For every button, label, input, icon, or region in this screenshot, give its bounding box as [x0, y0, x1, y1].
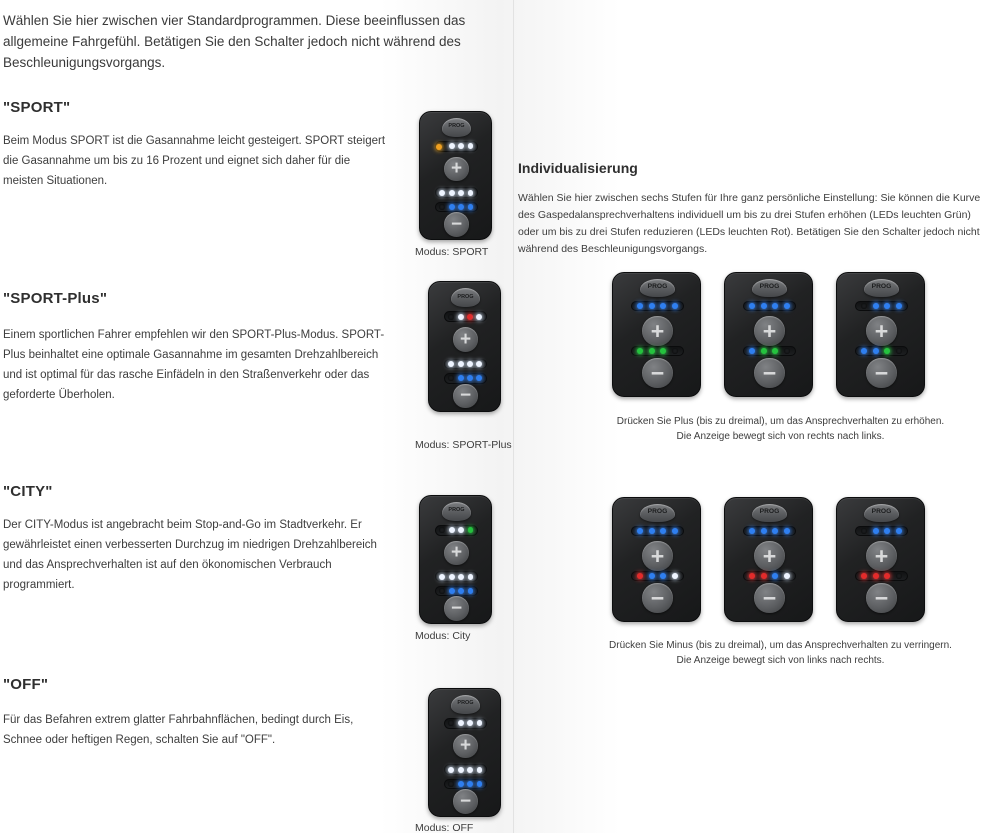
led-indicator	[896, 348, 902, 354]
plus-instruction-caption: Drücken Sie Plus (bis zu dreimal), um das Ansprechverhalten zu erhöhen. Die Anzeige bewegt sich von rechts nach links.	[616, 416, 945, 442]
led-indicator	[884, 573, 890, 579]
section-body-sport: Beim Modus SPORT ist die Gasannahme leicht gesteigert. SPORT steigert die Gasannahme um bis zu 16 Prozent und eignet sich daher für die meisten Situationen.	[3, 135, 386, 187]
section-body-city: Der CITY-Modus ist angebracht beim Stop-and-Go im Stadtverkehr. Er gewährleistet einen verbesserten Durchzug im niedrigen Drehzahlbereich und das Ansprechverhalten ist auf den ökonomischen Verbrauch programmiert.	[3, 519, 377, 591]
led-indicator	[637, 573, 643, 579]
minus-label: −	[762, 584, 777, 611]
led-indicator	[637, 348, 643, 354]
section-title-city: "CITY"	[3, 483, 53, 500]
led-indicator	[468, 190, 474, 196]
minus-device-1-minus-button[interactable]	[642, 583, 672, 613]
led-indicator	[448, 361, 454, 367]
section-title-off: "OFF"	[3, 676, 49, 693]
led-indicator	[660, 303, 666, 309]
device-2-led-row-bottom	[444, 373, 488, 384]
led-indicator	[439, 527, 445, 533]
led-indicator	[761, 528, 767, 534]
led-indicator	[649, 348, 655, 354]
plus-device-1-minus-button[interactable]	[642, 358, 672, 388]
led-indicator	[449, 204, 455, 210]
prog-label: PROG	[448, 123, 465, 130]
led-indicator	[896, 303, 902, 309]
plus-label: +	[650, 542, 665, 569]
individualisierung-title: Individualisierung	[518, 160, 638, 176]
plus-label: +	[874, 542, 889, 569]
led-indicator	[439, 574, 445, 580]
led-indicator	[660, 348, 666, 354]
device-face	[613, 273, 700, 396]
device-face	[429, 282, 500, 411]
led-indicator	[467, 361, 473, 367]
led-indicator	[449, 588, 455, 594]
plus-device-2-led-row-bottom	[743, 346, 796, 356]
led-indicator	[468, 204, 474, 210]
led-indicator	[672, 528, 678, 534]
device-3-minus-button[interactable]	[444, 596, 469, 621]
device-face	[429, 689, 500, 816]
led-indicator	[448, 314, 454, 320]
led-indicator	[458, 361, 464, 367]
plus-device-1-led-row-bottom	[631, 346, 684, 356]
led-indicator	[749, 303, 755, 309]
plus-device-3	[836, 272, 925, 397]
led-indicator	[772, 573, 778, 579]
device-1-minus-button[interactable]	[444, 212, 469, 237]
minus-label: −	[762, 359, 777, 386]
led-indicator	[449, 143, 455, 149]
prog-label: PROG	[457, 293, 474, 300]
led-indicator	[873, 303, 879, 309]
device-face	[420, 496, 491, 623]
led-indicator	[761, 303, 767, 309]
led-indicator	[439, 204, 445, 210]
device-1-orange-indicator	[436, 144, 442, 150]
device-4-led-row-bottom	[444, 779, 488, 790]
prog-label: PROG	[759, 283, 780, 291]
section-title-sport-plus: "SPORT-Plus"	[3, 290, 108, 307]
led-indicator	[476, 314, 482, 320]
led-indicator	[861, 573, 867, 579]
led-indicator	[458, 190, 464, 196]
minus-device-3-minus-button[interactable]	[866, 583, 896, 613]
minus-label: −	[874, 359, 889, 386]
led-indicator	[458, 574, 464, 580]
led-indicator	[784, 573, 790, 579]
device-1	[419, 111, 492, 240]
led-indicator	[458, 314, 464, 320]
minus-device-2-led-row-bottom	[743, 571, 796, 581]
led-indicator	[476, 375, 482, 381]
plus-label: +	[650, 317, 665, 344]
minus-label: −	[459, 385, 472, 407]
plus-device-3-plus-button[interactable]	[866, 316, 896, 346]
led-indicator	[477, 781, 483, 787]
led-indicator	[458, 767, 464, 773]
plus-label: +	[450, 158, 463, 180]
device-caption-sport: Modus: SPORT	[415, 246, 489, 258]
plus-device-2-minus-button[interactable]	[754, 358, 784, 388]
led-indicator	[477, 720, 483, 726]
device-2	[428, 281, 501, 412]
device-3-plus-button[interactable]	[444, 541, 469, 566]
plus-device-2-prog-button[interactable]	[752, 279, 788, 297]
minus-device-1	[612, 497, 701, 622]
minus-device-2-minus-button[interactable]	[754, 583, 784, 613]
led-indicator	[672, 573, 678, 579]
plus-label: +	[762, 317, 777, 344]
prog-label: PROG	[759, 508, 780, 516]
device-4-led-row-mid	[444, 764, 488, 775]
led-indicator	[458, 527, 464, 533]
led-indicator	[467, 314, 473, 320]
led-indicator	[749, 348, 755, 354]
device-caption-city: Modus: City	[415, 630, 471, 642]
led-indicator	[784, 348, 790, 354]
led-indicator	[439, 588, 445, 594]
led-indicator	[458, 588, 464, 594]
led-indicator	[458, 375, 464, 381]
led-indicator	[672, 303, 678, 309]
led-indicator	[873, 348, 879, 354]
led-indicator	[448, 720, 454, 726]
led-indicator	[861, 303, 867, 309]
device-4-minus-button[interactable]	[453, 789, 478, 814]
plus-device-1-plus-button[interactable]	[642, 316, 672, 346]
device-1-prog-button[interactable]	[442, 118, 471, 137]
led-indicator	[467, 375, 473, 381]
minus-label: −	[450, 213, 463, 235]
device-2-plus-button[interactable]	[453, 327, 478, 352]
minus-label: −	[459, 790, 472, 812]
prog-label: PROG	[871, 508, 892, 516]
minus-label: −	[874, 584, 889, 611]
led-indicator	[649, 303, 655, 309]
prog-label: PROG	[871, 283, 892, 291]
led-indicator	[448, 781, 454, 787]
device-4-prog-button[interactable]	[451, 695, 480, 714]
led-indicator	[467, 720, 473, 726]
plus-label: +	[459, 735, 472, 757]
plus-device-1	[612, 272, 701, 397]
section-title-sport: "SPORT"	[3, 99, 71, 116]
device-4-plus-button[interactable]	[453, 734, 478, 759]
led-indicator	[458, 204, 464, 210]
minus-device-3-led-row-top	[855, 526, 908, 536]
led-indicator	[784, 303, 790, 309]
minus-device-2-led-row-top	[743, 526, 796, 536]
device-1-led-row-bottom	[435, 202, 479, 213]
led-indicator	[467, 781, 473, 787]
section-body-sport-plus: Einem sportlichen Fahrer empfehlen wir den SPORT-Plus-Modus. SPORT-Plus beinhaltet eine optimale Gasannahme im gesamten Drehzahlbereich und ist optimal für das rasche Einfädeln in den Straßenverkehr oder das geforderte Überholen.	[3, 329, 385, 401]
led-indicator	[896, 528, 902, 534]
plus-device-3-led-row-bottom	[855, 346, 908, 356]
plus-device-2	[724, 272, 813, 397]
led-indicator	[772, 303, 778, 309]
device-4	[428, 688, 501, 817]
plus-device-2-plus-button[interactable]	[754, 316, 784, 346]
minus-instruction-caption: Drücken Sie Minus (bis zu dreimal), um das Ansprechverhalten zu verringern. Die Anzeige bewegt sich von links nach rechts.	[609, 640, 952, 666]
minus-device-1-led-row-bottom	[631, 571, 684, 581]
minus-device-1-plus-button[interactable]	[642, 541, 672, 571]
minus-label: −	[450, 597, 463, 619]
led-indicator	[476, 361, 482, 367]
plus-device-3-prog-button[interactable]	[864, 279, 900, 297]
device-4-led-row-top	[444, 718, 488, 729]
plus-device-1-prog-button[interactable]	[640, 279, 676, 297]
led-indicator	[458, 781, 464, 787]
led-indicator	[449, 527, 455, 533]
led-indicator	[637, 303, 643, 309]
device-face	[725, 273, 812, 396]
led-indicator	[439, 190, 445, 196]
device-3	[419, 495, 492, 624]
device-2-led-row-top	[444, 311, 488, 322]
led-indicator	[649, 573, 655, 579]
device-face	[837, 273, 924, 396]
led-indicator	[749, 528, 755, 534]
plus-device-2-led-row-top	[743, 301, 796, 311]
plus-label: +	[459, 329, 472, 351]
device-face	[613, 498, 700, 621]
led-indicator	[637, 528, 643, 534]
led-indicator	[861, 528, 867, 534]
led-indicator	[449, 190, 455, 196]
minus-device-1-led-row-top	[631, 526, 684, 536]
led-indicator	[873, 573, 879, 579]
device-3-prog-button[interactable]	[442, 502, 471, 521]
led-indicator	[761, 573, 767, 579]
prog-label: PROG	[448, 507, 465, 514]
plus-device-3-led-row-top	[855, 301, 908, 311]
led-indicator	[468, 143, 474, 149]
led-indicator	[468, 588, 474, 594]
led-indicator	[761, 348, 767, 354]
minus-device-1-prog-button[interactable]	[640, 504, 676, 522]
led-indicator	[468, 574, 474, 580]
plus-label: +	[874, 317, 889, 344]
device-caption-off: Modus: OFF	[415, 822, 474, 834]
led-indicator	[873, 528, 879, 534]
plus-label: +	[762, 542, 777, 569]
led-indicator	[458, 720, 464, 726]
device-3-led-row-top	[435, 525, 479, 536]
prog-label: PROG	[647, 283, 668, 291]
prog-label: PROG	[457, 700, 474, 707]
device-1-plus-button[interactable]	[444, 157, 469, 182]
led-indicator	[884, 528, 890, 534]
device-2-led-row-mid	[444, 359, 488, 370]
led-indicator	[467, 767, 473, 773]
led-indicator	[649, 528, 655, 534]
minus-device-2-plus-button[interactable]	[754, 541, 784, 571]
led-indicator	[448, 375, 454, 381]
device-face	[420, 112, 491, 239]
led-indicator	[477, 767, 483, 773]
led-indicator	[861, 348, 867, 354]
led-indicator	[772, 348, 778, 354]
minus-device-2-prog-button[interactable]	[752, 504, 788, 522]
device-face	[725, 498, 812, 621]
minus-device-3-prog-button[interactable]	[864, 504, 900, 522]
device-caption-sport-plus: Modus: SPORT-Plus	[415, 439, 512, 451]
device-2-prog-button[interactable]	[451, 288, 480, 307]
device-3-led-row-mid	[435, 571, 479, 582]
intro-paragraph: Wählen Sie hier zwischen vier Standardprogrammen. Diese beeinflussen das allgemeine Fahrgefühl. Betätigen Sie den Schalter jedoch nicht während des Beschleunigungsvorgangs.	[3, 13, 466, 70]
device-face	[837, 498, 924, 621]
plus-device-1-led-row-top	[631, 301, 684, 311]
led-indicator	[458, 143, 464, 149]
led-indicator	[772, 528, 778, 534]
device-3-led-row-bottom	[435, 586, 479, 597]
led-indicator	[784, 528, 790, 534]
minus-label: −	[650, 359, 665, 386]
led-indicator	[749, 573, 755, 579]
device-2-minus-button[interactable]	[453, 384, 478, 409]
led-indicator	[660, 528, 666, 534]
led-indicator	[672, 348, 678, 354]
minus-device-3-plus-button[interactable]	[866, 541, 896, 571]
led-indicator	[884, 303, 890, 309]
individualisierung-body: Wählen Sie hier zwischen sechs Stufen für Ihre ganz persönliche Einstellung: Sie können die Kurve des Gaspedalansprechverhaltens individuell um bis zu drei Stufen erhöhen (LEDs leuchten Grün) oder um bis zu drei Stufen reduzieren (LEDs leuchten Rot). Betätigen Sie den Schalter jedoch nicht während des Beschleunigungsvorgangs.	[518, 192, 981, 255]
plus-label: +	[450, 542, 463, 564]
led-indicator	[660, 573, 666, 579]
minus-label: −	[650, 584, 665, 611]
led-indicator	[884, 348, 890, 354]
led-indicator	[896, 573, 902, 579]
section-body-off: Für das Befahren extrem glatter Fahrbahnflächen, bedingt durch Eis, Schnee oder heftigen Regen, schalten Sie auf "OFF".	[3, 714, 354, 746]
minus-device-2	[724, 497, 813, 622]
led-indicator	[449, 574, 455, 580]
minus-device-3	[836, 497, 925, 622]
led-indicator	[448, 767, 454, 773]
led-indicator	[468, 527, 474, 533]
device-1-led-row-mid	[435, 187, 479, 198]
plus-device-3-minus-button[interactable]	[866, 358, 896, 388]
minus-device-3-led-row-bottom	[855, 571, 908, 581]
prog-label: PROG	[647, 508, 668, 516]
